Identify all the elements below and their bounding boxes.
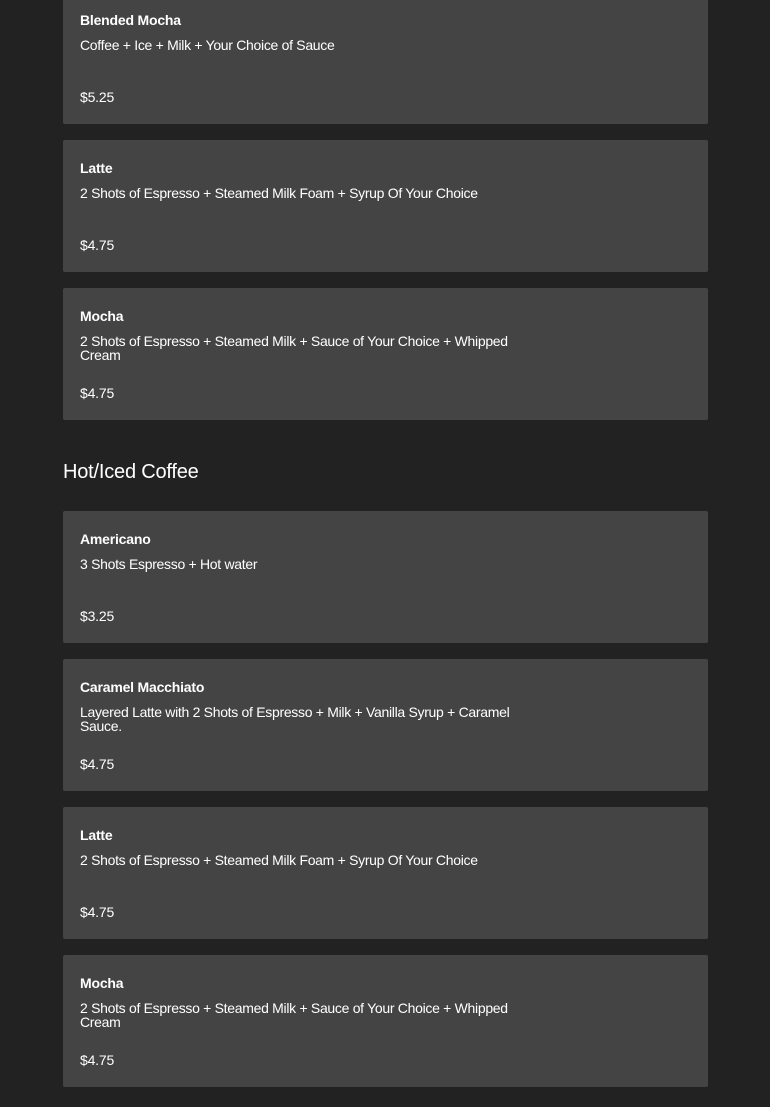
item-description: 3 Shots Espresso + Hot water (80, 556, 258, 572)
item-price: $4.75 (80, 1052, 115, 1068)
item-name: Mocha (80, 308, 124, 324)
item-name: Caramel Macchiato (80, 679, 205, 695)
item-description: Coffee + Ice + Milk + Your Choice of Sauce (80, 37, 335, 53)
item-name: Americano (80, 531, 151, 547)
menu-item-card[interactable] (63, 0, 708, 124)
menu-item-card[interactable] (63, 511, 708, 643)
item-price: $3.25 (80, 608, 115, 624)
item-description: 2 Shots of Espresso + Steamed Milk + Sauce of Your Choice + Whipped Cream (80, 333, 508, 363)
item-price: $4.75 (80, 756, 115, 772)
menu-item-card[interactable] (63, 955, 708, 1087)
menu-item-card[interactable] (63, 288, 708, 420)
item-name: Latte (80, 827, 113, 843)
section-title: Hot/Iced Coffee (63, 461, 199, 483)
item-price: $4.75 (80, 237, 115, 253)
item-price: $4.75 (80, 385, 115, 401)
item-price: $4.75 (80, 904, 115, 920)
item-description: 2 Shots of Espresso + Steamed Milk Foam + Syrup Of Your Choice (80, 852, 478, 868)
item-description: Layered Latte with 2 Shots of Espresso + Milk + Vanilla Syrup + Caramel Sauce. (80, 704, 510, 734)
menu-item-card[interactable] (63, 807, 708, 939)
menu-item-card[interactable] (63, 140, 708, 272)
item-name: Blended Mocha (80, 12, 181, 28)
item-name: Latte (80, 160, 113, 176)
menu-item-card[interactable] (63, 659, 708, 791)
item-description: 2 Shots of Espresso + Steamed Milk Foam + Syrup Of Your Choice (80, 185, 478, 201)
item-price: $5.25 (80, 89, 115, 105)
item-name: Mocha (80, 975, 124, 991)
item-description: 2 Shots of Espresso + Steamed Milk + Sauce of Your Choice + Whipped Cream (80, 1000, 508, 1030)
